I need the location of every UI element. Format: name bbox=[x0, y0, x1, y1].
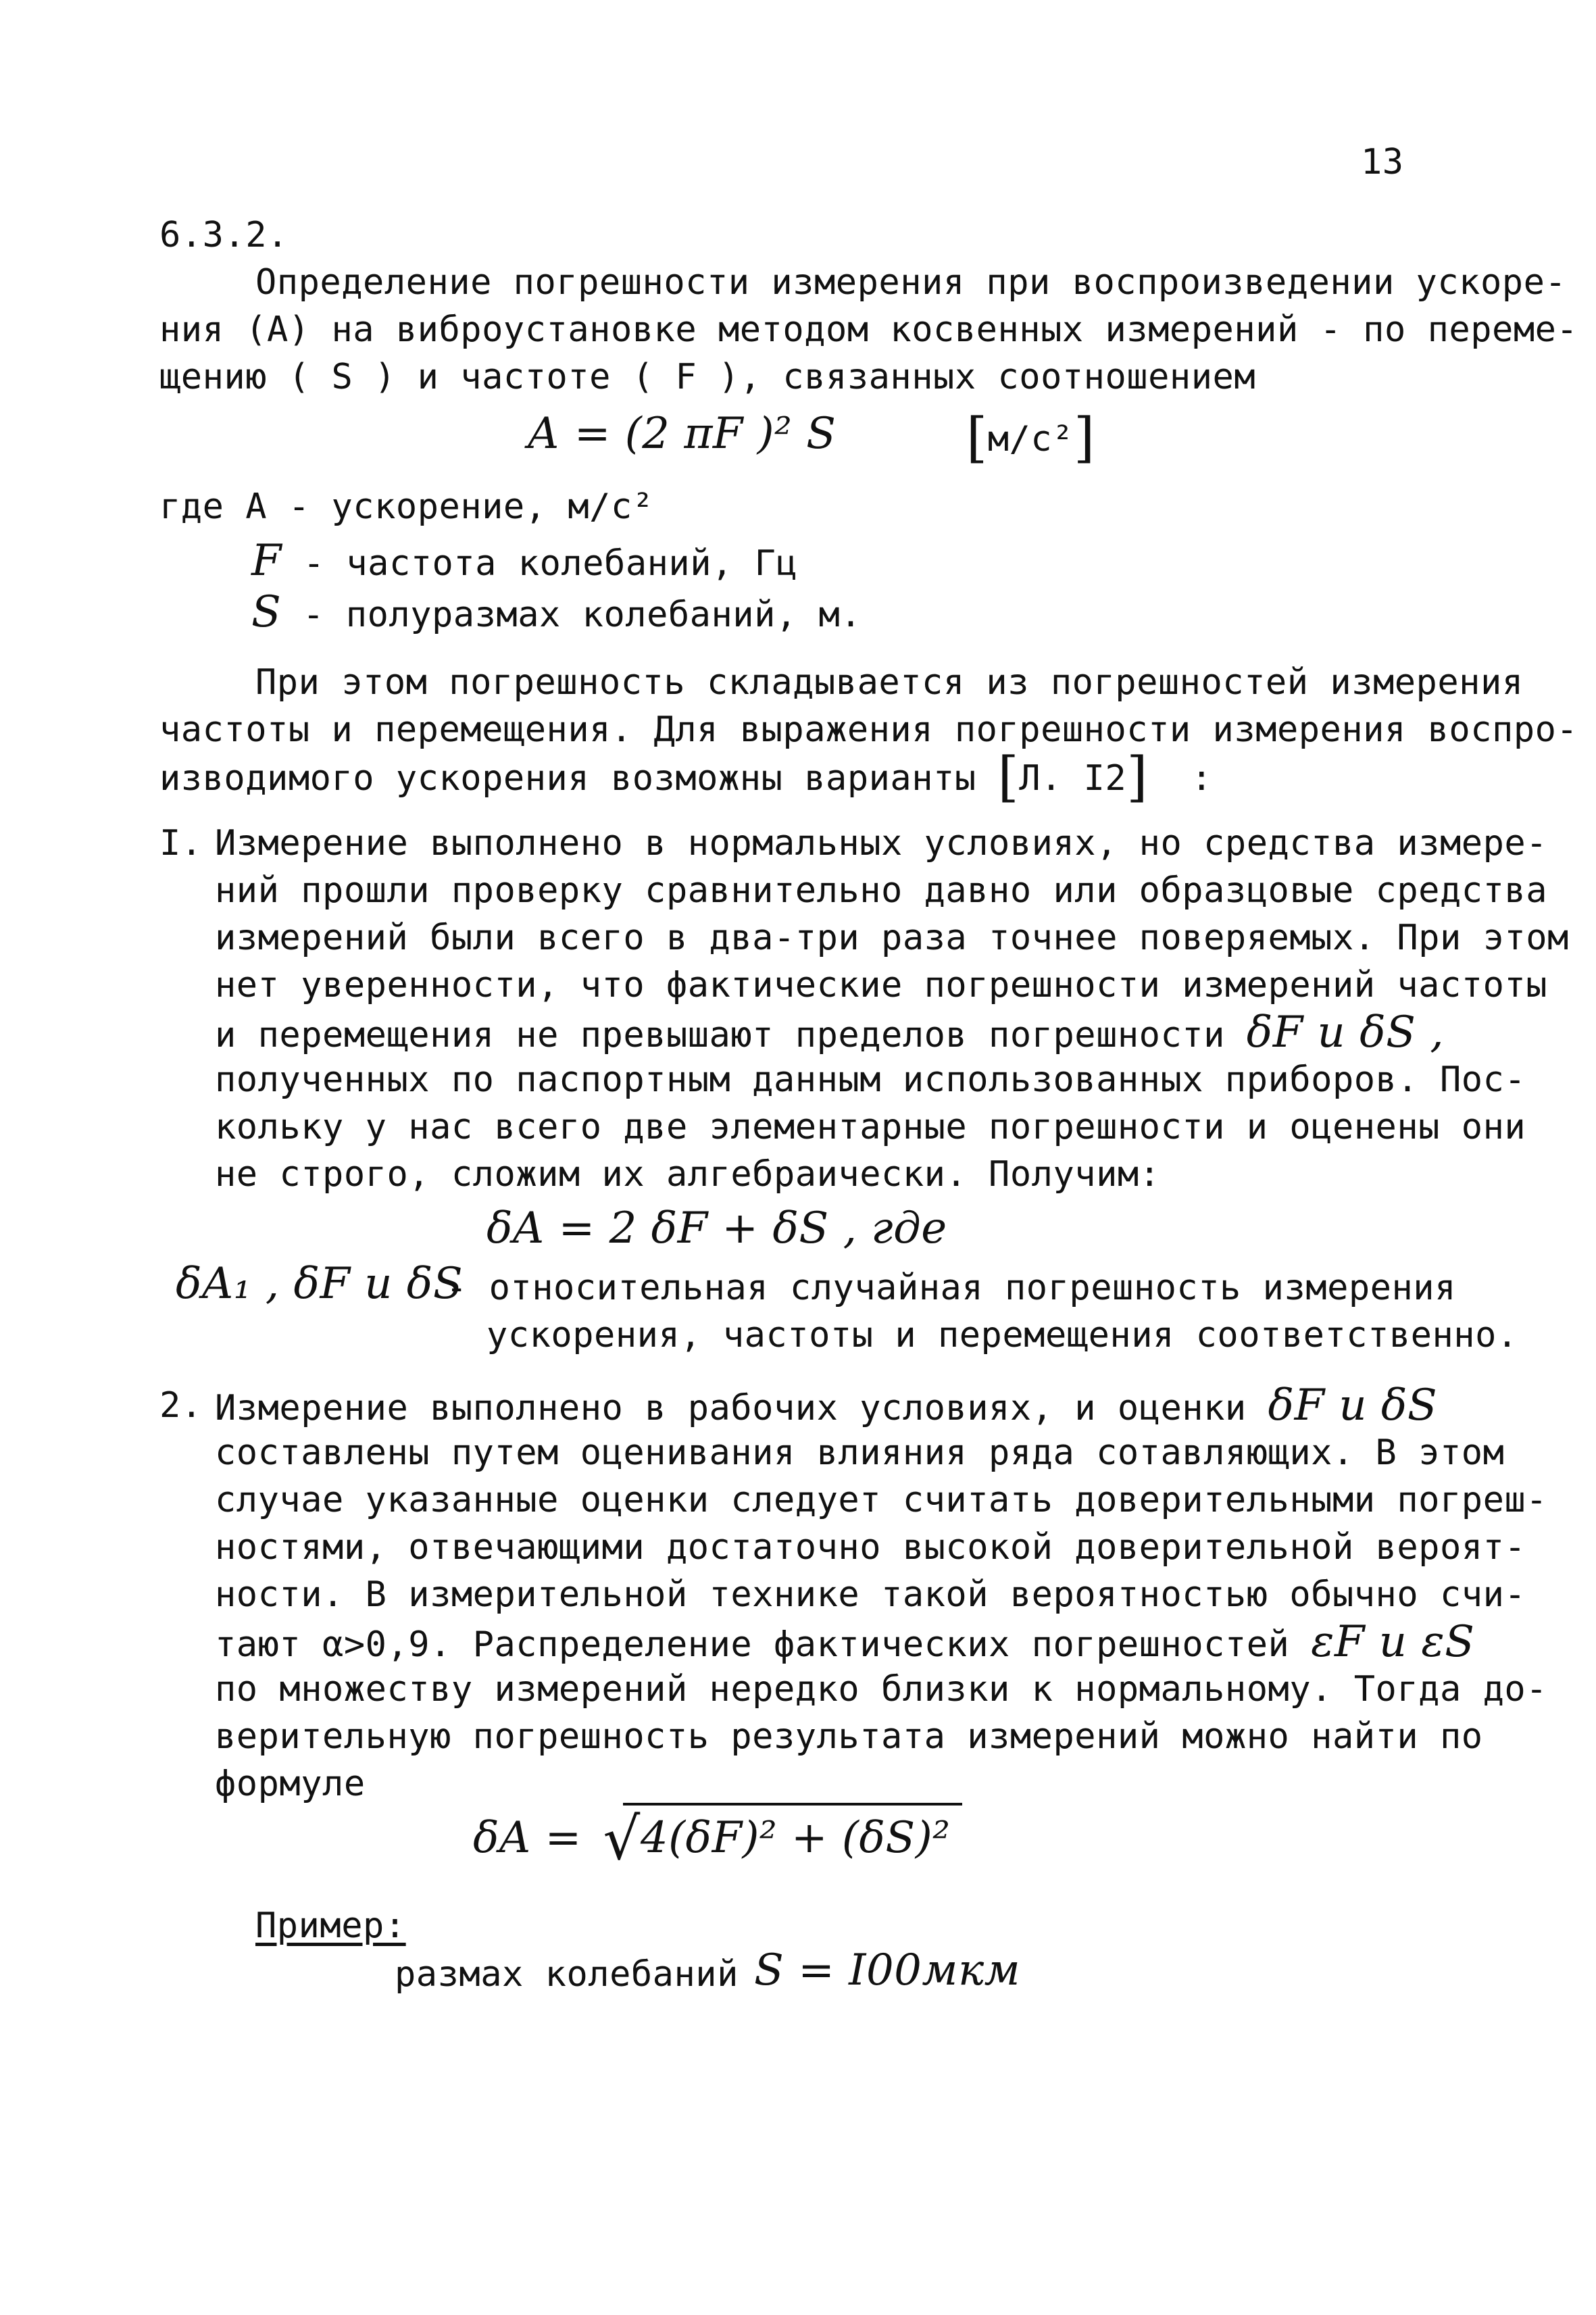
bracket-close-icon: ] bbox=[1073, 406, 1095, 469]
item1-formula bbox=[487, 1203, 947, 1253]
units-text: м/с² bbox=[987, 419, 1074, 459]
item2-line-8: верительную погрешность результата измерений можно найти по bbox=[215, 1716, 1483, 1757]
definition-symbol: S bbox=[251, 587, 282, 637]
bracket-close-icon: ] bbox=[1126, 745, 1148, 808]
item2-alpha: α>0,9. Распределение фактических погрешностей bbox=[322, 1624, 1290, 1665]
intro-line-3: щению ( S ) и частоте ( F ), связанных соотношением bbox=[159, 357, 1256, 397]
item2-line-7: по множеству измерений нередко близки к нормальному. Тогда до- bbox=[215, 1669, 1548, 1710]
item2-line-5: ности. В измерительной технике такой вероятностью обычно счи- bbox=[215, 1574, 1526, 1615]
reference: Л. I2 bbox=[1019, 758, 1127, 799]
item2-line-1 bbox=[215, 1380, 1438, 1430]
item2-symbols: δF и δS bbox=[1268, 1380, 1438, 1430]
item1-symbols: δF и δS , bbox=[1246, 1007, 1445, 1057]
intro-line-1: Определение погрешности измерения при воспроизведении ускоре- bbox=[255, 262, 1567, 303]
item1-line-7: кольку у нас всего две элементарные погрешности и оценены они bbox=[215, 1107, 1526, 1147]
bracket-open-icon: [ bbox=[966, 406, 988, 469]
bracket-open-icon: [ bbox=[997, 745, 1020, 808]
main-formula: А = (2 πF )² S bbox=[527, 409, 837, 459]
item1-line-8: не строго, сложим их алгебраически. Получим: bbox=[215, 1154, 1161, 1195]
para2-line-3 bbox=[159, 745, 1213, 808]
item1-line-5 bbox=[215, 1007, 1445, 1057]
item1-line-4: нет уверенности, что фактические погрешности измерений частоты bbox=[215, 965, 1548, 1005]
item2-line-6 bbox=[215, 1617, 1475, 1667]
intro-line-2: ния (А) на виброустановке методом косвенных измерений - по переме- bbox=[159, 309, 1578, 350]
definition-f bbox=[251, 536, 798, 586]
formula-left: δA = bbox=[473, 1813, 582, 1863]
item2-text: тают bbox=[215, 1624, 301, 1665]
item1-line-6: полученных по паспортным данным использованных приборов. Пос- bbox=[215, 1060, 1526, 1100]
item1-text: и перемещения не превышают пределов погрешности bbox=[215, 1015, 1225, 1055]
item1-line-3: измерений были всего в два-три раза точнее поверяемых. При этом bbox=[215, 918, 1569, 958]
example-value-text: S = I00мкм bbox=[754, 1945, 1021, 1995]
definition-text: - ускорение, м/с² bbox=[288, 487, 654, 527]
para2-text: изводимого ускорения возможны варианты bbox=[159, 758, 976, 799]
definition-a bbox=[159, 487, 654, 527]
example-label: Пример: bbox=[255, 1906, 406, 1946]
item2-line-9: формуле bbox=[215, 1764, 366, 1804]
page-number: 13 bbox=[1361, 142, 1404, 182]
sqrt-icon: √ bbox=[603, 1806, 641, 1873]
example-value bbox=[754, 1945, 1021, 1995]
item2-number: 2. bbox=[159, 1385, 203, 1426]
item1-line-1: Измерение выполнено в нормальных условиях, но средства измере- bbox=[215, 823, 1548, 864]
item2-text: Измерение выполнено в рабочих условиях, и оценки bbox=[215, 1388, 1247, 1428]
item1-formula-text: δA = 2 δF + δS , где bbox=[487, 1203, 947, 1253]
example-text: размах колебаний bbox=[395, 1954, 739, 1995]
legend-symbols: δA₁ , δF и δS bbox=[176, 1259, 464, 1309]
item2-line-4: ностями, отвечающими достаточно высокой доверительной вероят- bbox=[215, 1527, 1526, 1568]
item1-legend-symbols bbox=[176, 1259, 464, 1309]
item2-formula bbox=[473, 1806, 951, 1873]
definition-text: - частота колебаний, Гц bbox=[303, 543, 798, 584]
main-formula-units bbox=[966, 406, 1095, 469]
section-number: 6.3.2. bbox=[159, 215, 289, 255]
item2-line-2: составлены путем оценивания влияния ряда сотавляющих. В этом bbox=[215, 1433, 1505, 1473]
para2-line-1: При этом погрешность складывается из погрешностей измерения bbox=[255, 662, 1524, 703]
sqrt-bar bbox=[623, 1803, 962, 1806]
para2-line-2: частоты и перемещения. Для выражения погрешности измерения воспро- bbox=[159, 710, 1578, 750]
item2-line-3: случае указанные оценки следует считать доверительными погреш- bbox=[215, 1480, 1548, 1520]
definition-text: - полуразмах колебаний, м. bbox=[303, 595, 862, 635]
item1-legend-line-2: ускорения, частоты и перемещения соответственно. bbox=[487, 1315, 1518, 1355]
colon: : bbox=[1169, 758, 1213, 799]
definition-symbol: F bbox=[251, 536, 282, 586]
definition-s bbox=[251, 587, 862, 637]
item1-legend-line-1: - относительная случайная погрешность измерения bbox=[446, 1268, 1456, 1308]
item2-eps: εF и εS bbox=[1311, 1617, 1475, 1667]
item1-line-2: ний прошли проверку сравнительно давно или образцовые средства bbox=[215, 870, 1548, 911]
formula-radicand: 4(δF)² + (δS)² bbox=[640, 1813, 951, 1863]
definition-symbol: где А bbox=[159, 487, 268, 527]
item1-number: I. bbox=[159, 823, 203, 864]
